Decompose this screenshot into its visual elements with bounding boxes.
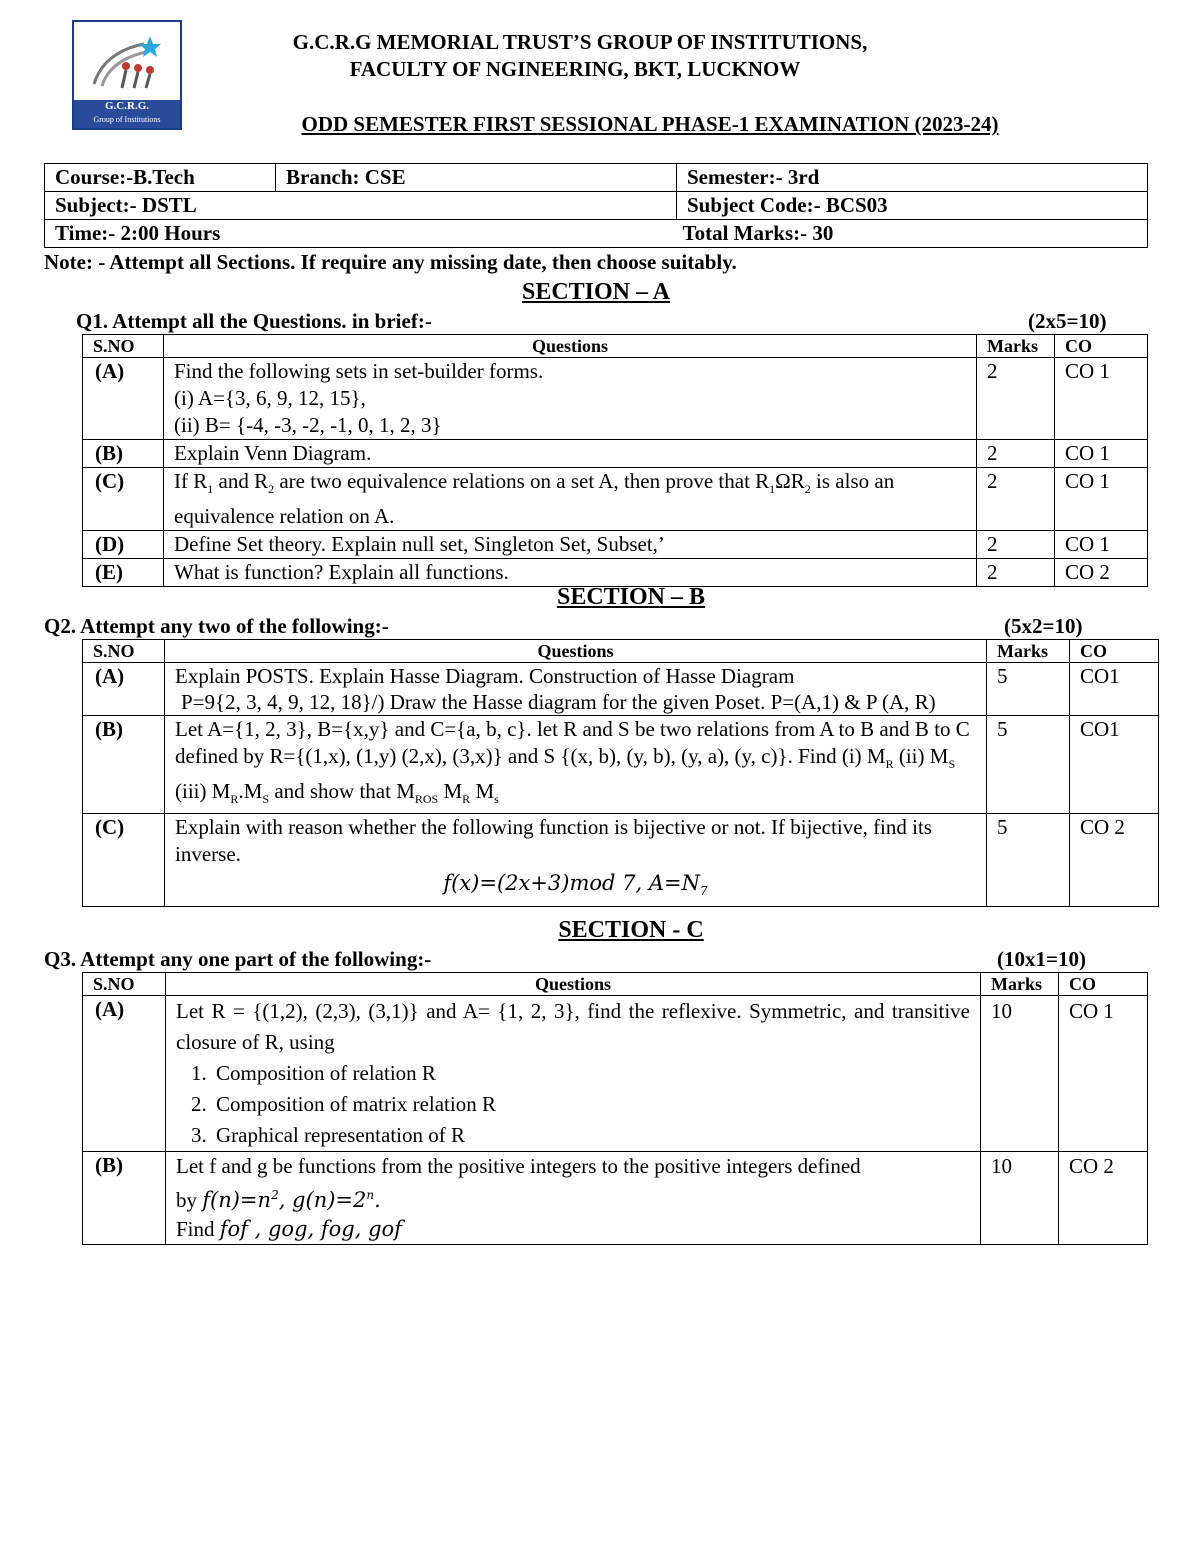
row-marks: 10: [981, 1152, 1059, 1245]
col-sno: S.NO: [83, 335, 164, 358]
table-row: [83, 1152, 1148, 1245]
table-row: [83, 440, 1148, 468]
question-line: Let f and g be functions from the positive integers to the positive integers defined: [176, 1154, 861, 1178]
row-sno: (A): [83, 663, 165, 716]
section-b-title: SECTION – B: [556, 584, 706, 610]
question-text: [165, 663, 987, 716]
question-text: Let A={1, 2, 3}, B={x,y} and C={a, b, c}. let R and S be two relations from A to B and B to C defined by R={(1,x), (1,y) (2,x), (3,x)} and S {(x, b), (y, b), (y, a), (y, c)}. Find (i) $M_R$ (ii) $M_S$ (iii) $M_R.M_S$ and show that $M_{ROS}$ $M_R$ $M_s$: [165, 716, 987, 814]
row-marks: 10: [981, 996, 1059, 1152]
col-marks: Marks: [977, 335, 1055, 358]
question-line: Explain with reason whether the following function is bijective or not. If bijective, find its inverse.: [175, 815, 932, 867]
institution-name: G.C.R.G MEMORIAL TRUST’S GROUP OF INSTITUTIONS,: [292, 30, 868, 54]
row-sno: (D): [83, 531, 164, 559]
table-row: [83, 814, 1159, 906]
row-marks: 2: [977, 531, 1055, 559]
question-line: Find the following sets in set-builder forms.: [174, 359, 544, 383]
logo-graphic-icon: [74, 22, 180, 102]
row-sno: (C): [83, 814, 165, 906]
logo-text: G.C.R.G.: [105, 100, 149, 112]
row-marks: 2: [977, 559, 1055, 587]
col-sno: S.NO: [83, 640, 165, 663]
row-co: CO 1: [1055, 531, 1148, 559]
list-item: 2. Composition of matrix relation R: [212, 1089, 970, 1120]
q1-instruction: Q1. Attempt all the Questions. in brief:-: [76, 309, 432, 333]
row-marks: 2: [977, 468, 1055, 531]
question-line: (i) A={3, 6, 9, 12, 15},: [174, 386, 366, 410]
row-co: CO 1: [1059, 996, 1148, 1152]
section-a-table: [82, 334, 1148, 587]
total-marks-cell: Total Marks:- 30: [677, 220, 1148, 248]
row-marks: 5: [987, 716, 1070, 814]
row-co: CO 2: [1059, 1152, 1148, 1245]
row-co: CO 1: [1055, 440, 1148, 468]
table-row: [83, 663, 1159, 716]
row-co: CO1: [1070, 716, 1159, 814]
row-sno: (A): [83, 996, 166, 1152]
list-item: 1. Composition of relation R: [212, 1058, 970, 1089]
list-item: 3. Graphical representation of R: [212, 1120, 970, 1151]
row-marks: 5: [987, 663, 1070, 716]
section-c-table: [82, 972, 1148, 1245]
question-text: If $R_1$ and $R_2$ are two equivalence relations on a set A, then prove that $R_1\Omega R_2$ is also an equivalence relation on A.: [164, 468, 977, 531]
col-questions: Questions: [165, 640, 987, 663]
col-co: CO: [1055, 335, 1148, 358]
subject-code-cell: Subject Code:- BCS03: [677, 192, 1148, 220]
institution-logo: [72, 20, 182, 130]
row-co: CO1: [1070, 663, 1159, 716]
question-text: What is function? Explain all functions.: [164, 559, 977, 587]
row-marks: 2: [977, 358, 1055, 440]
row-marks: 2: [977, 440, 1055, 468]
exam-info-table: [44, 163, 1148, 248]
note: Note: - Attempt all Sections. If require any missing date, then choose suitably.: [44, 250, 737, 274]
row-sno: (B): [83, 440, 164, 468]
time-cell: Time:- 2:00 Hours: [45, 220, 677, 248]
col-co: CO: [1070, 640, 1159, 663]
row-co: CO 2: [1070, 814, 1159, 906]
table-row: [83, 716, 1159, 814]
col-marks: Marks: [987, 640, 1070, 663]
faculty-name: FACULTY OF NGINEERING, BKT, LUCKNOW: [349, 57, 801, 81]
row-sno: (B): [83, 1152, 166, 1245]
col-questions: Questions: [166, 973, 981, 996]
question-text: [166, 996, 981, 1152]
branch-cell: Branch: CSE: [276, 164, 677, 192]
question-text: [166, 1152, 981, 1245]
table-row: [83, 531, 1148, 559]
section-c-title: SECTION - C: [558, 917, 704, 943]
subject-cell: Subject:- DSTL: [45, 192, 677, 220]
q3-instruction: Q3. Attempt any one part of the following:-: [44, 947, 432, 971]
logo-subtext: Group of Institutions: [93, 115, 161, 124]
q2-instruction: Q2. Attempt any two of the following:-: [44, 614, 389, 638]
question-text: Define Set theory. Explain null set, Singleton Set, Subset,’: [164, 531, 977, 559]
table-row: [83, 468, 1148, 531]
table-row: [83, 559, 1148, 587]
table-row: [83, 358, 1148, 440]
q3-marks-scheme: (10x1=10): [997, 947, 1086, 971]
row-sno: (C): [83, 468, 164, 531]
question-line: (ii) B= {-4, -3, -2, -1, 0, 1, 2, 3}: [174, 413, 442, 437]
q2-marks-scheme: (5x2=10): [1004, 614, 1083, 638]
row-sno: (E): [83, 559, 164, 587]
q1-marks-scheme: (2x5=10): [1028, 309, 1107, 333]
row-co: CO 1: [1055, 468, 1148, 531]
row-marks: 5: [987, 814, 1070, 906]
question-text: [165, 814, 987, 906]
row-co: CO 2: [1055, 559, 1148, 587]
function-definition: by $f(n)=n^2$, $g(n)=2^n$.: [176, 1188, 381, 1212]
method-list: [176, 1058, 970, 1151]
row-sno: (A): [83, 358, 164, 440]
course-cell: Course:-B.Tech: [45, 164, 276, 192]
col-marks: Marks: [981, 973, 1059, 996]
section-a-title: SECTION – A: [521, 279, 671, 305]
row-co: CO 1: [1055, 358, 1148, 440]
function-formula: f(x)=(2x+3)mod 7, $A=N_7$: [443, 871, 708, 899]
find-line: Find fof , gog, fog, gof: [176, 1217, 402, 1241]
question-line: Explain POSTS. Explain Hasse Diagram. Construction of Hasse Diagram: [175, 664, 795, 688]
question-text: [164, 358, 977, 440]
table-row: [83, 996, 1148, 1152]
question-text: Explain Venn Diagram.: [164, 440, 977, 468]
col-sno: S.NO: [83, 973, 166, 996]
col-co: CO: [1059, 973, 1148, 996]
semester-cell: Semester:- 3rd: [677, 164, 1148, 192]
col-questions: Questions: [164, 335, 977, 358]
question-line: P=9{2, 3, 4, 9, 12, 18}/) Draw the Hasse diagram for the given Poset. P=(A,1) & P (A, R): [181, 690, 936, 714]
exam-title: ODD SEMESTER FIRST SESSIONAL PHASE-1 EXAMINATION (2023-24): [301, 112, 999, 136]
question-line: Let R = {(1,2), (2,3), (3,1)} and A= {1, 2, 3}, find the reflexive. Symmetric, and transitive closure of R, using: [176, 999, 970, 1054]
section-b-table: [82, 639, 1159, 907]
row-sno: (B): [83, 716, 165, 814]
